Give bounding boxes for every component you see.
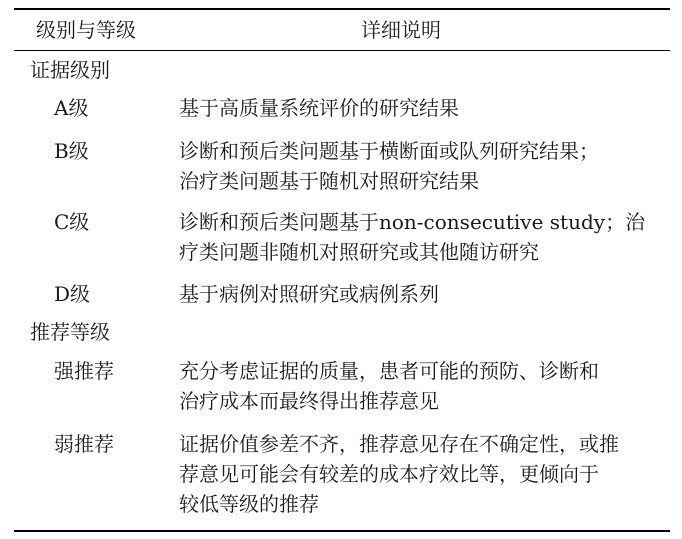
section-evidence-level [14, 55, 670, 85]
description-line: 诊断和预后类问题基于横断面或队列研究结果； [179, 139, 599, 163]
description-line: 荐意见可能会有较差的成本疗效比等，更倾向于 [179, 462, 599, 486]
table-top-rule [14, 8, 670, 10]
row-description [179, 93, 669, 123]
description-line: 疗类问题非随机对照研究或其他随访研究 [179, 240, 539, 264]
section-recommendation-grade [14, 317, 670, 347]
row-label: D级 [54, 282, 91, 306]
description-line: 较低等级的推荐 [179, 492, 319, 516]
row-label: A级 [54, 96, 89, 120]
description-line: 证据价值参差不齐，推荐意见存在不确定性，或推 [179, 432, 619, 456]
row-description [179, 356, 669, 416]
row-label: 弱推荐 [54, 432, 114, 456]
evidence-grading-table [14, 8, 670, 532]
description-line: 基于病例对照研究或病例系列 [179, 282, 439, 306]
table-bottom-rule [14, 530, 670, 532]
table-row [14, 356, 670, 416]
description-line: 基于高质量系统评价的研究结果 [179, 96, 459, 120]
header-level-grade: 级别与等级 [36, 18, 136, 42]
section-title: 推荐等级 [30, 320, 110, 344]
header-description: 详细说明 [361, 18, 441, 42]
header-rule [14, 50, 670, 51]
description-line: 治疗成本而最终得出推荐意见 [179, 389, 439, 413]
description-line: 诊断和预后类问题基于non-consecutive study；治 [179, 210, 646, 234]
description-line: 充分考虑证据的质量，患者可能的预防、诊断和 [179, 359, 599, 383]
table-row [14, 136, 670, 196]
table-row [14, 93, 670, 123]
row-label: B级 [54, 139, 89, 163]
row-description [179, 136, 669, 196]
section-title: 证据级别 [30, 58, 110, 82]
table-row [14, 279, 670, 309]
row-description [179, 279, 669, 309]
table-row [14, 429, 670, 525]
row-label: C级 [54, 210, 90, 234]
row-label: 强推荐 [54, 359, 114, 383]
description-line: 治疗类问题基于随机对照研究结果 [179, 169, 479, 193]
row-description [179, 429, 669, 519]
table-row [14, 207, 670, 267]
row-description [179, 207, 669, 267]
